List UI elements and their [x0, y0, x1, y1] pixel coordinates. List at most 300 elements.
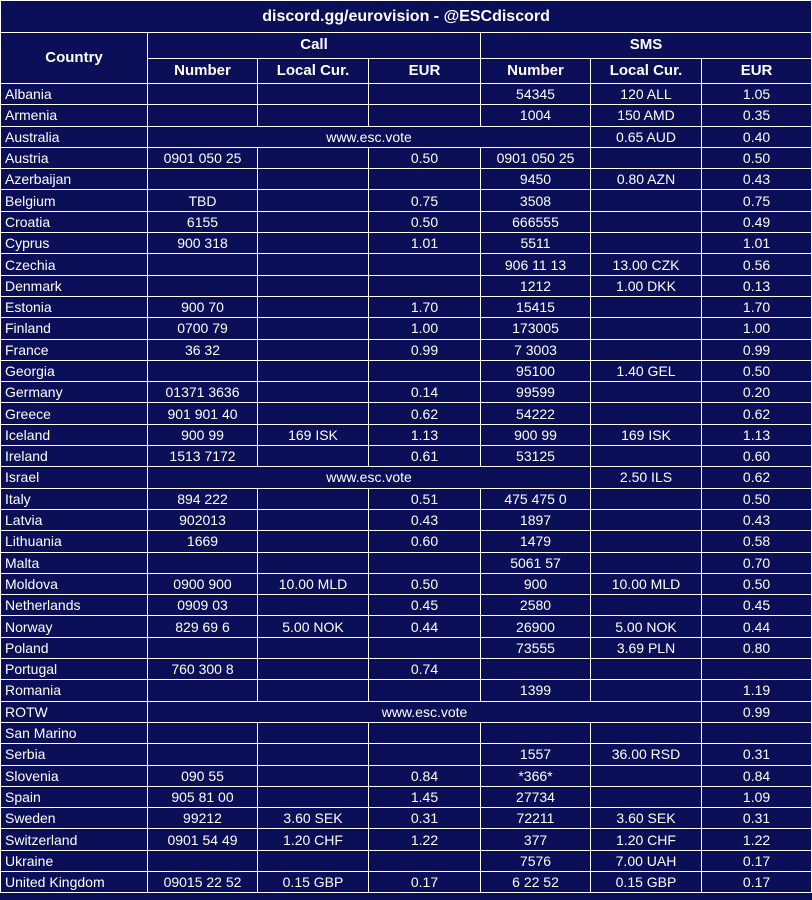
sms-local-cell: 120 ALL: [591, 84, 702, 105]
sms-number-cell: 73555: [481, 637, 591, 658]
country-cell: Lithuania: [1, 531, 148, 552]
call-number-cell: 829 69 6: [148, 616, 258, 637]
sms-number-cell: 173005: [481, 318, 591, 339]
country-cell: Albania: [1, 84, 148, 105]
call-eur-cell: 1.00: [369, 318, 481, 339]
call-number-cell: [148, 105, 258, 126]
call-local-cell: 169 ISK: [258, 424, 369, 445]
sms-eur-cell: 0.40: [702, 126, 812, 147]
merged-vote-link-cell: www.esc.vote: [148, 701, 702, 722]
call-local-cell: [258, 509, 369, 530]
call-number-cell: 36 32: [148, 339, 258, 360]
sms-local-cell: [591, 190, 702, 211]
call-local-cell: [258, 446, 369, 467]
table-row: [1, 786, 812, 807]
country-cell: Italy: [1, 488, 148, 509]
country-cell: Finland: [1, 318, 148, 339]
sms-eur-cell: 0.80: [702, 637, 812, 658]
call-number-cell: 894 222: [148, 488, 258, 509]
table-row: [1, 403, 812, 424]
call-number-cell: 905 81 00: [148, 786, 258, 807]
table-row: [1, 467, 812, 488]
sms-eur-cell: 0.17: [702, 871, 812, 892]
sms-number-header: Number: [481, 58, 591, 84]
call-number-cell: 09015 22 52: [148, 871, 258, 892]
sms-eur-cell: 0.99: [702, 339, 812, 360]
country-cell: Australia: [1, 126, 148, 147]
table-row: [1, 680, 812, 701]
call-eur-cell: 1.45: [369, 786, 481, 807]
sms-number-cell: 9450: [481, 169, 591, 190]
sms-number-cell: 900: [481, 573, 591, 594]
sms-local-cell: [591, 659, 702, 680]
sms-eur-cell: 0.31: [702, 744, 812, 765]
sms-number-cell: 54345: [481, 84, 591, 105]
table-row: [1, 509, 812, 530]
sms-local-cell: [591, 382, 702, 403]
call-eur-cell: [369, 680, 481, 701]
call-eur-cell: 1.01: [369, 233, 481, 254]
sms-eur-cell: 0.43: [702, 169, 812, 190]
sms-local-cell: [591, 552, 702, 573]
call-number-cell: [148, 360, 258, 381]
sms-eur-cell: 1.09: [702, 786, 812, 807]
sms-number-cell: *366*: [481, 765, 591, 786]
sms-local-cell: 1.40 GEL: [591, 360, 702, 381]
country-cell: Moldova: [1, 573, 148, 594]
country-cell: Austria: [1, 147, 148, 168]
table-row: [1, 147, 812, 168]
sms-eur-cell: 0.58: [702, 531, 812, 552]
sms-local-cell: [591, 446, 702, 467]
call-local-cell: [258, 552, 369, 573]
country-cell: Czechia: [1, 254, 148, 275]
sms-eur-cell: 0.17: [702, 850, 812, 871]
call-number-cell: TBD: [148, 190, 258, 211]
call-local-cell: [258, 296, 369, 317]
call-eur-cell: 0.44: [369, 616, 481, 637]
call-local-cell: [258, 360, 369, 381]
call-eur-cell: [369, 552, 481, 573]
call-number-cell: 99212: [148, 808, 258, 829]
sms-local-cell: 7.00 UAH: [591, 850, 702, 871]
call-local-cell: [258, 680, 369, 701]
call-eur-cell: [369, 637, 481, 658]
call-local-cell: [258, 169, 369, 190]
sms-local-cell: [591, 786, 702, 807]
sms-local-cell: [591, 531, 702, 552]
sms-local-cell: 0.65 AUD: [591, 126, 702, 147]
call-number-cell: 0700 79: [148, 318, 258, 339]
call-number-cell: 6155: [148, 211, 258, 232]
sms-eur-cell: 0.60: [702, 446, 812, 467]
table-row: [1, 595, 812, 616]
call-number-cell: 0900 900: [148, 573, 258, 594]
sms-eur-cell: [702, 659, 812, 680]
table-row: [1, 275, 812, 296]
sms-local-cell: 1.20 CHF: [591, 829, 702, 850]
country-cell: Norway: [1, 616, 148, 637]
call-number-header: Number: [148, 58, 258, 84]
call-local-cell: [258, 850, 369, 871]
country-cell: Armenia: [1, 105, 148, 126]
sms-local-cell: [591, 509, 702, 530]
table-row: [1, 850, 812, 871]
sms-eur-cell: 0.13: [702, 275, 812, 296]
call-eur-cell: 0.74: [369, 659, 481, 680]
table-row: [1, 424, 812, 445]
call-number-cell: 1669: [148, 531, 258, 552]
call-number-cell: 1513 7172: [148, 446, 258, 467]
call-local-cell: [258, 233, 369, 254]
country-cell: Poland: [1, 637, 148, 658]
table-row: [1, 659, 812, 680]
call-eur-cell: [369, 84, 481, 105]
sms-eur-cell: 1.19: [702, 680, 812, 701]
call-number-cell: [148, 552, 258, 573]
country-cell: Latvia: [1, 509, 148, 530]
sms-local-cell: [591, 211, 702, 232]
sms-local-cell: [591, 296, 702, 317]
call-eur-cell: 0.51: [369, 488, 481, 509]
country-cell: Belgium: [1, 190, 148, 211]
call-local-cell: [258, 275, 369, 296]
country-cell: San Marino: [1, 722, 148, 743]
sms-number-cell: 15415: [481, 296, 591, 317]
sms-local-cell: 169 ISK: [591, 424, 702, 445]
table-row: [1, 552, 812, 573]
country-header: Country: [1, 33, 148, 84]
sms-number-cell: 906 11 13: [481, 254, 591, 275]
country-cell: ROTW: [1, 701, 148, 722]
call-eur-cell: [369, 254, 481, 275]
sms-local-cell: [591, 722, 702, 743]
sms-number-cell: 475 475 0: [481, 488, 591, 509]
call-local-cell: 0.15 GBP: [258, 871, 369, 892]
country-cell: Sweden: [1, 808, 148, 829]
table-row: [1, 829, 812, 850]
sms-local-cell: 10.00 MLD: [591, 573, 702, 594]
table-row: [1, 211, 812, 232]
merged-vote-link-cell: www.esc.vote: [148, 126, 591, 147]
call-eur-cell: [369, 105, 481, 126]
sms-local-cell: 2.50 ILS: [591, 467, 702, 488]
call-eur-cell: 0.17: [369, 871, 481, 892]
sms-eur-cell: 1.22: [702, 829, 812, 850]
call-eur-cell: [369, 169, 481, 190]
country-cell: Estonia: [1, 296, 148, 317]
call-eur-cell: 0.50: [369, 147, 481, 168]
call-local-cell: [258, 382, 369, 403]
sms-number-cell: 900 99: [481, 424, 591, 445]
call-eur-cell: 0.14: [369, 382, 481, 403]
sms-number-cell: [481, 659, 591, 680]
call-local-cell: [258, 765, 369, 786]
call-eur-cell: 0.50: [369, 573, 481, 594]
call-number-cell: 0909 03: [148, 595, 258, 616]
sms-local-cell: 0.15 GBP: [591, 871, 702, 892]
call-number-cell: 901 901 40: [148, 403, 258, 424]
sms-number-cell: 7576: [481, 850, 591, 871]
call-eur-cell: [369, 360, 481, 381]
table-row: [1, 446, 812, 467]
country-cell: Serbia: [1, 744, 148, 765]
table-row: [1, 233, 812, 254]
call-eur-cell: 0.43: [369, 509, 481, 530]
sms-number-cell: 5061 57: [481, 552, 591, 573]
sms-eur-cell: 0.84: [702, 765, 812, 786]
country-cell: Azerbaijan: [1, 169, 148, 190]
country-cell: Greece: [1, 403, 148, 424]
call-number-cell: 902013: [148, 509, 258, 530]
sms-local-cell: 5.00 NOK: [591, 616, 702, 637]
table-row: [1, 808, 812, 829]
call-number-cell: 01371 3636: [148, 382, 258, 403]
country-cell: Croatia: [1, 211, 148, 232]
call-local-cell: [258, 531, 369, 552]
call-eur-cell: 1.13: [369, 424, 481, 445]
call-eur-cell: [369, 744, 481, 765]
call-local-cell: [258, 659, 369, 680]
call-number-cell: [148, 169, 258, 190]
call-local-cell: [258, 595, 369, 616]
sms-eur-cell: 0.70: [702, 552, 812, 573]
sms-local-cell: 13.00 CZK: [591, 254, 702, 275]
country-cell: Slovenia: [1, 765, 148, 786]
call-number-cell: 900 99: [148, 424, 258, 445]
call-eur-cell: [369, 722, 481, 743]
sms-local-cell: [591, 339, 702, 360]
call-number-cell: [148, 84, 258, 105]
sms-local-cell: [591, 595, 702, 616]
country-cell: Georgia: [1, 360, 148, 381]
call-number-cell: [148, 275, 258, 296]
call-number-cell: 0901 050 25: [148, 147, 258, 168]
sms-eur-cell: 0.75: [702, 190, 812, 211]
call-number-cell: [148, 637, 258, 658]
table-row: [1, 105, 812, 126]
call-local-cell: [258, 254, 369, 275]
call-local-cell: 10.00 MLD: [258, 573, 369, 594]
sms-number-cell: 1004: [481, 105, 591, 126]
country-cell: Israel: [1, 467, 148, 488]
call-local-cell: [258, 318, 369, 339]
sms-number-cell: 6 22 52: [481, 871, 591, 892]
call-local-cell: 5.00 NOK: [258, 616, 369, 637]
table-row: [1, 616, 812, 637]
country-cell: Switzerland: [1, 829, 148, 850]
country-cell: Malta: [1, 552, 148, 573]
call-local-cell: [258, 339, 369, 360]
sms-number-cell: 1557: [481, 744, 591, 765]
sms-local-cell: [591, 403, 702, 424]
call-eur-header: EUR: [369, 58, 481, 84]
sms-number-cell: 53125: [481, 446, 591, 467]
sms-header: SMS: [481, 33, 812, 59]
call-local-cell: [258, 744, 369, 765]
table-row: [1, 318, 812, 339]
call-local-cell: [258, 147, 369, 168]
call-eur-cell: 0.31: [369, 808, 481, 829]
country-cell: Iceland: [1, 424, 148, 445]
call-eur-cell: 0.84: [369, 765, 481, 786]
sms-eur-cell: 0.56: [702, 254, 812, 275]
table-row: [1, 722, 812, 743]
sms-eur-cell: 0.20: [702, 382, 812, 403]
call-local-cell: [258, 211, 369, 232]
table-row: [1, 531, 812, 552]
sms-number-cell: 377: [481, 829, 591, 850]
call-number-cell: 900 70: [148, 296, 258, 317]
sms-local-cell: [591, 680, 702, 701]
sms-eur-cell: 0.43: [702, 509, 812, 530]
sms-number-cell: 54222: [481, 403, 591, 424]
sms-local-header: Local Cur.: [591, 58, 702, 84]
country-cell: Germany: [1, 382, 148, 403]
table-row: [1, 382, 812, 403]
sms-number-cell: 72211: [481, 808, 591, 829]
sms-number-cell: 27734: [481, 786, 591, 807]
table-row: [1, 190, 812, 211]
call-number-cell: [148, 254, 258, 275]
call-eur-cell: 0.60: [369, 531, 481, 552]
table-row: [1, 637, 812, 658]
sms-local-cell: [591, 318, 702, 339]
call-eur-cell: [369, 850, 481, 871]
sms-local-cell: 36.00 RSD: [591, 744, 702, 765]
call-header: Call: [148, 33, 481, 59]
call-local-header: Local Cur.: [258, 58, 369, 84]
country-cell: Netherlands: [1, 595, 148, 616]
sms-eur-header: EUR: [702, 58, 812, 84]
sms-eur-cell: 0.50: [702, 488, 812, 509]
table-title: discord.gg/eurovision - @ESCdiscord: [1, 1, 812, 33]
table-row: [1, 254, 812, 275]
sms-eur-cell: [702, 722, 812, 743]
table-row: [1, 765, 812, 786]
call-local-cell: [258, 637, 369, 658]
sms-local-cell: 1.00 DKK: [591, 275, 702, 296]
call-local-cell: [258, 403, 369, 424]
country-cell: Ireland: [1, 446, 148, 467]
sms-eur-cell: 0.44: [702, 616, 812, 637]
table-body: [1, 84, 812, 893]
country-cell: Ukraine: [1, 850, 148, 871]
sms-number-cell: 95100: [481, 360, 591, 381]
call-eur-cell: [369, 275, 481, 296]
sms-number-cell: 1897: [481, 509, 591, 530]
sms-number-cell: [481, 722, 591, 743]
table-row: [1, 339, 812, 360]
call-eur-cell: 0.99: [369, 339, 481, 360]
table-row: [1, 871, 812, 892]
call-number-cell: 090 55: [148, 765, 258, 786]
call-local-cell: 1.20 CHF: [258, 829, 369, 850]
sms-eur-cell: 0.99: [702, 701, 812, 722]
call-eur-cell: 0.50: [369, 211, 481, 232]
call-number-cell: 0901 54 49: [148, 829, 258, 850]
sms-number-cell: 7 3003: [481, 339, 591, 360]
sms-local-cell: 3.69 PLN: [591, 637, 702, 658]
sms-local-cell: 0.80 AZN: [591, 169, 702, 190]
call-local-cell: [258, 722, 369, 743]
call-eur-cell: 0.61: [369, 446, 481, 467]
call-number-cell: [148, 744, 258, 765]
merged-vote-link-cell: www.esc.vote: [148, 467, 591, 488]
country-cell: Spain: [1, 786, 148, 807]
sms-eur-cell: 0.35: [702, 105, 812, 126]
call-eur-cell: 1.70: [369, 296, 481, 317]
sms-eur-cell: 1.05: [702, 84, 812, 105]
country-cell: Cyprus: [1, 233, 148, 254]
country-cell: United Kingdom: [1, 871, 148, 892]
sms-number-cell: 1479: [481, 531, 591, 552]
sms-eur-cell: 1.13: [702, 424, 812, 445]
country-cell: Denmark: [1, 275, 148, 296]
call-local-cell: [258, 190, 369, 211]
table-row: [1, 701, 812, 722]
call-number-cell: [148, 722, 258, 743]
sms-number-cell: 1399: [481, 680, 591, 701]
sms-eur-cell: 0.31: [702, 808, 812, 829]
call-eur-cell: 1.22: [369, 829, 481, 850]
sms-eur-cell: 0.62: [702, 467, 812, 488]
call-local-cell: [258, 105, 369, 126]
call-number-cell: 900 318: [148, 233, 258, 254]
call-number-cell: [148, 850, 258, 871]
sms-number-cell: 2580: [481, 595, 591, 616]
sms-number-cell: 666555: [481, 211, 591, 232]
sms-eur-cell: 0.50: [702, 573, 812, 594]
sms-eur-cell: 0.49: [702, 211, 812, 232]
table-row: [1, 488, 812, 509]
call-eur-cell: 0.62: [369, 403, 481, 424]
sms-eur-cell: 1.01: [702, 233, 812, 254]
call-local-cell: [258, 786, 369, 807]
sms-number-cell: 1212: [481, 275, 591, 296]
table-row: [1, 84, 812, 105]
sms-local-cell: 150 AMD: [591, 105, 702, 126]
country-cell: France: [1, 339, 148, 360]
sms-local-cell: [591, 765, 702, 786]
sms-local-cell: 3.60 SEK: [591, 808, 702, 829]
call-number-cell: 760 300 8: [148, 659, 258, 680]
sms-number-cell: 99599: [481, 382, 591, 403]
sms-eur-cell: 0.62: [702, 403, 812, 424]
sms-local-cell: [591, 147, 702, 168]
call-number-cell: [148, 680, 258, 701]
call-eur-cell: 0.75: [369, 190, 481, 211]
sms-number-cell: 3508: [481, 190, 591, 211]
sms-eur-cell: 1.70: [702, 296, 812, 317]
table-row: [1, 573, 812, 594]
call-local-cell: [258, 488, 369, 509]
call-local-cell: [258, 84, 369, 105]
table-row: [1, 126, 812, 147]
country-cell: Romania: [1, 680, 148, 701]
table-row: [1, 744, 812, 765]
sms-eur-cell: 0.45: [702, 595, 812, 616]
table-row: [1, 169, 812, 190]
sms-number-cell: 5511: [481, 233, 591, 254]
country-cell: Portugal: [1, 659, 148, 680]
call-eur-cell: 0.45: [369, 595, 481, 616]
table-row: [1, 360, 812, 381]
sms-eur-cell: 0.50: [702, 147, 812, 168]
sms-local-cell: [591, 233, 702, 254]
sms-eur-cell: 0.50: [702, 360, 812, 381]
sms-number-cell: 26900: [481, 616, 591, 637]
